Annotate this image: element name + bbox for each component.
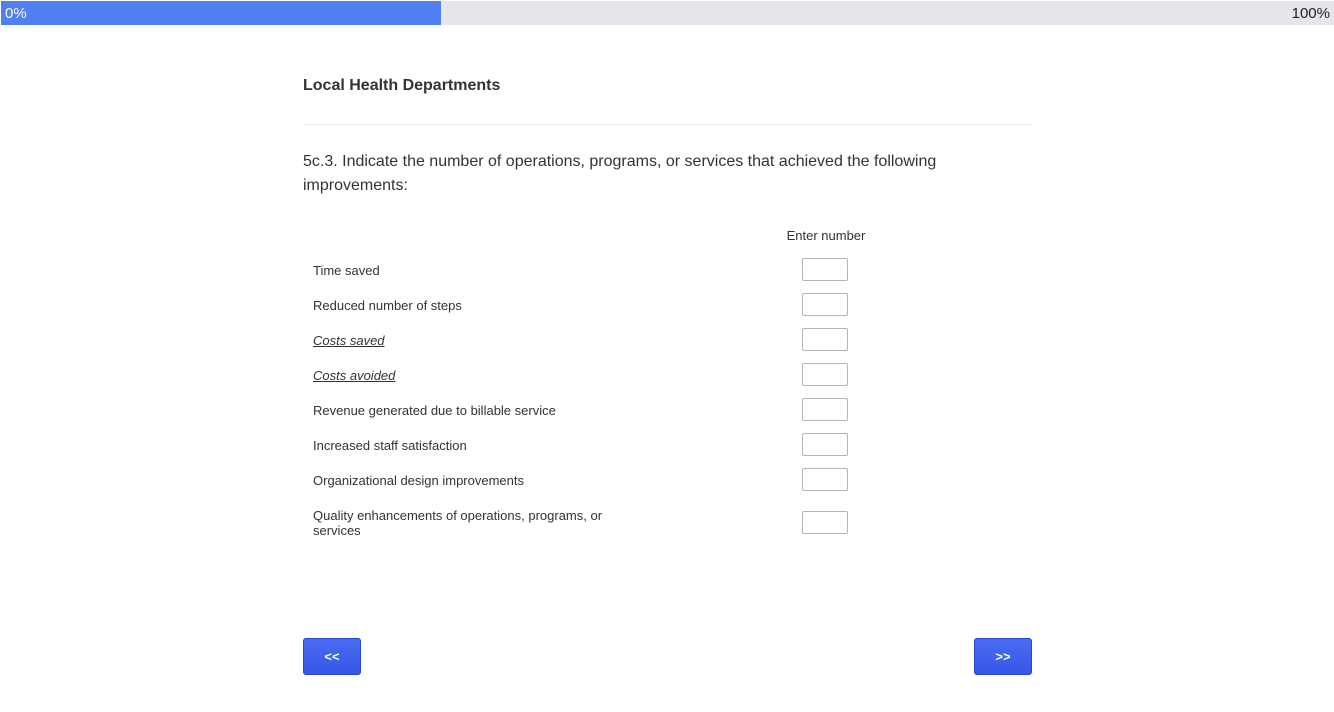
row-label-costs-avoided-link[interactable]: Costs avoided xyxy=(313,368,396,383)
quality-enhancements-input[interactable] xyxy=(802,511,848,534)
organizational-design-input[interactable] xyxy=(802,468,848,491)
row-label-quality-enhancements: Quality enhancements of operations, programs, or services xyxy=(313,508,603,538)
column-header-enter-number: Enter number xyxy=(786,228,866,243)
reduced-steps-input[interactable] xyxy=(802,293,848,316)
row-label-organizational-design: Organizational design improvements xyxy=(313,473,524,488)
row-label-costs-saved-link[interactable]: Costs saved xyxy=(313,333,385,348)
section-title: Local Health Departments xyxy=(303,77,501,94)
question-text: 5c.3. Indicate the number of operations, programs, or services that achieved the following improvements: xyxy=(303,153,937,194)
row-label-revenue-generated: Revenue generated due to billable service xyxy=(313,403,556,418)
staff-satisfaction-input[interactable] xyxy=(802,433,848,456)
progress-start-label: 0% xyxy=(5,5,27,22)
row-label-reduced-steps: Reduced number of steps xyxy=(313,298,462,313)
back-button[interactable]: << xyxy=(303,638,361,675)
progress-bar-fill xyxy=(1,1,441,25)
revenue-generated-input[interactable] xyxy=(802,398,848,421)
costs-avoided-input[interactable] xyxy=(802,363,848,386)
next-button[interactable]: >> xyxy=(974,638,1032,675)
progress-bar xyxy=(1,1,1334,25)
time-saved-input[interactable] xyxy=(802,258,848,281)
row-label-time-saved: Time saved xyxy=(313,263,380,278)
row-label-staff-satisfaction: Increased staff satisfaction xyxy=(313,438,467,453)
section-divider xyxy=(303,124,1033,125)
progress-end-label: 100% xyxy=(1291,5,1330,22)
costs-saved-input[interactable] xyxy=(802,328,848,351)
